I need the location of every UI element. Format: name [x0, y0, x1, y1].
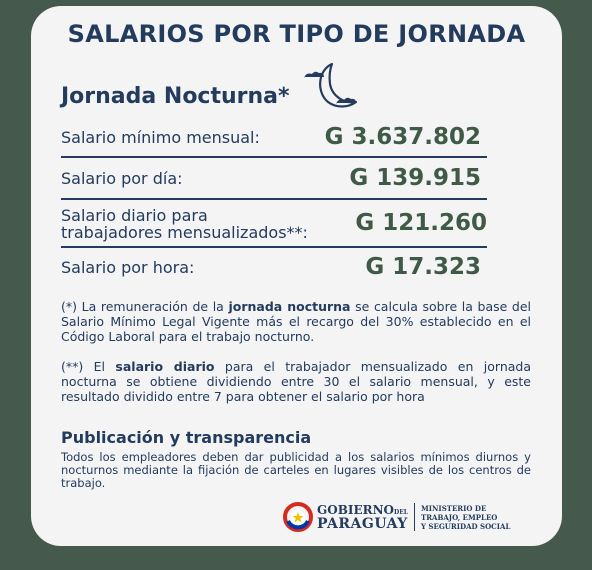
- divider: [61, 198, 487, 200]
- row-label: Salario mínimo mensual:: [61, 128, 260, 147]
- row-salario-mensual: [61, 121, 487, 153]
- moon-cloud-icon: [296, 58, 366, 118]
- row-label: Salario por día:: [61, 169, 183, 188]
- gobierno-paraguay-logo: [283, 500, 543, 534]
- row-value: G 139.915: [349, 165, 481, 191]
- footnote-nocturna: (*) La remuneración de la jornada nocturna se calcula sobre la base del Salario Mínimo Legal Vigente más el recargo del 30% establecido en el Código Laboral para el trabajo nocturno.: [61, 299, 532, 344]
- divider: [61, 246, 487, 248]
- row-value: G 121.260: [355, 210, 487, 236]
- publicacion-title: Publicación y transparencia: [61, 428, 312, 447]
- logo-divider: [414, 503, 415, 531]
- row-value: G 3.637.802: [324, 124, 481, 150]
- paraguay-text: PARAGUAY: [317, 516, 408, 532]
- row-label-line1: Salario diario para: [61, 206, 208, 225]
- ministerio-text: MINISTERIO DE TRABAJO, EMPLEO Y SEGURIDAD SOCIAL: [421, 504, 511, 531]
- row-label: Salario por hora:: [61, 258, 195, 277]
- row-label-line2: trabajadores mensualizados**:: [61, 223, 308, 242]
- row-value: G 17.323: [365, 254, 481, 280]
- gobierno-text: GOBIERNODEL: [317, 503, 408, 517]
- row-salario-dia: [61, 161, 487, 195]
- row-salario-hora: [61, 251, 487, 283]
- footnote-salario-diario: (**) El salario diario para el trabajador mensualizado en jornada nocturna se obtiene dividiendo entre 30 el salario mensual, y este resultado dividido entre 7 para obtener el salario por hora: [61, 359, 531, 404]
- publicacion-text: Todos los empleadores deben dar publicidad a los salarios mínimos diurnos y nocturnos mediante la fijación de carteles en lugares visibles de los centros de trabajo.: [61, 450, 531, 490]
- salary-card: [31, 6, 562, 546]
- paraguay-seal-icon: [283, 502, 313, 532]
- divider: [61, 156, 487, 158]
- row-salario-diario-mensualizados: [61, 203, 487, 245]
- page-title: SALARIOS POR TIPO DE JORNADA: [67, 20, 526, 48]
- section-title: Jornada Nocturna*: [61, 84, 290, 109]
